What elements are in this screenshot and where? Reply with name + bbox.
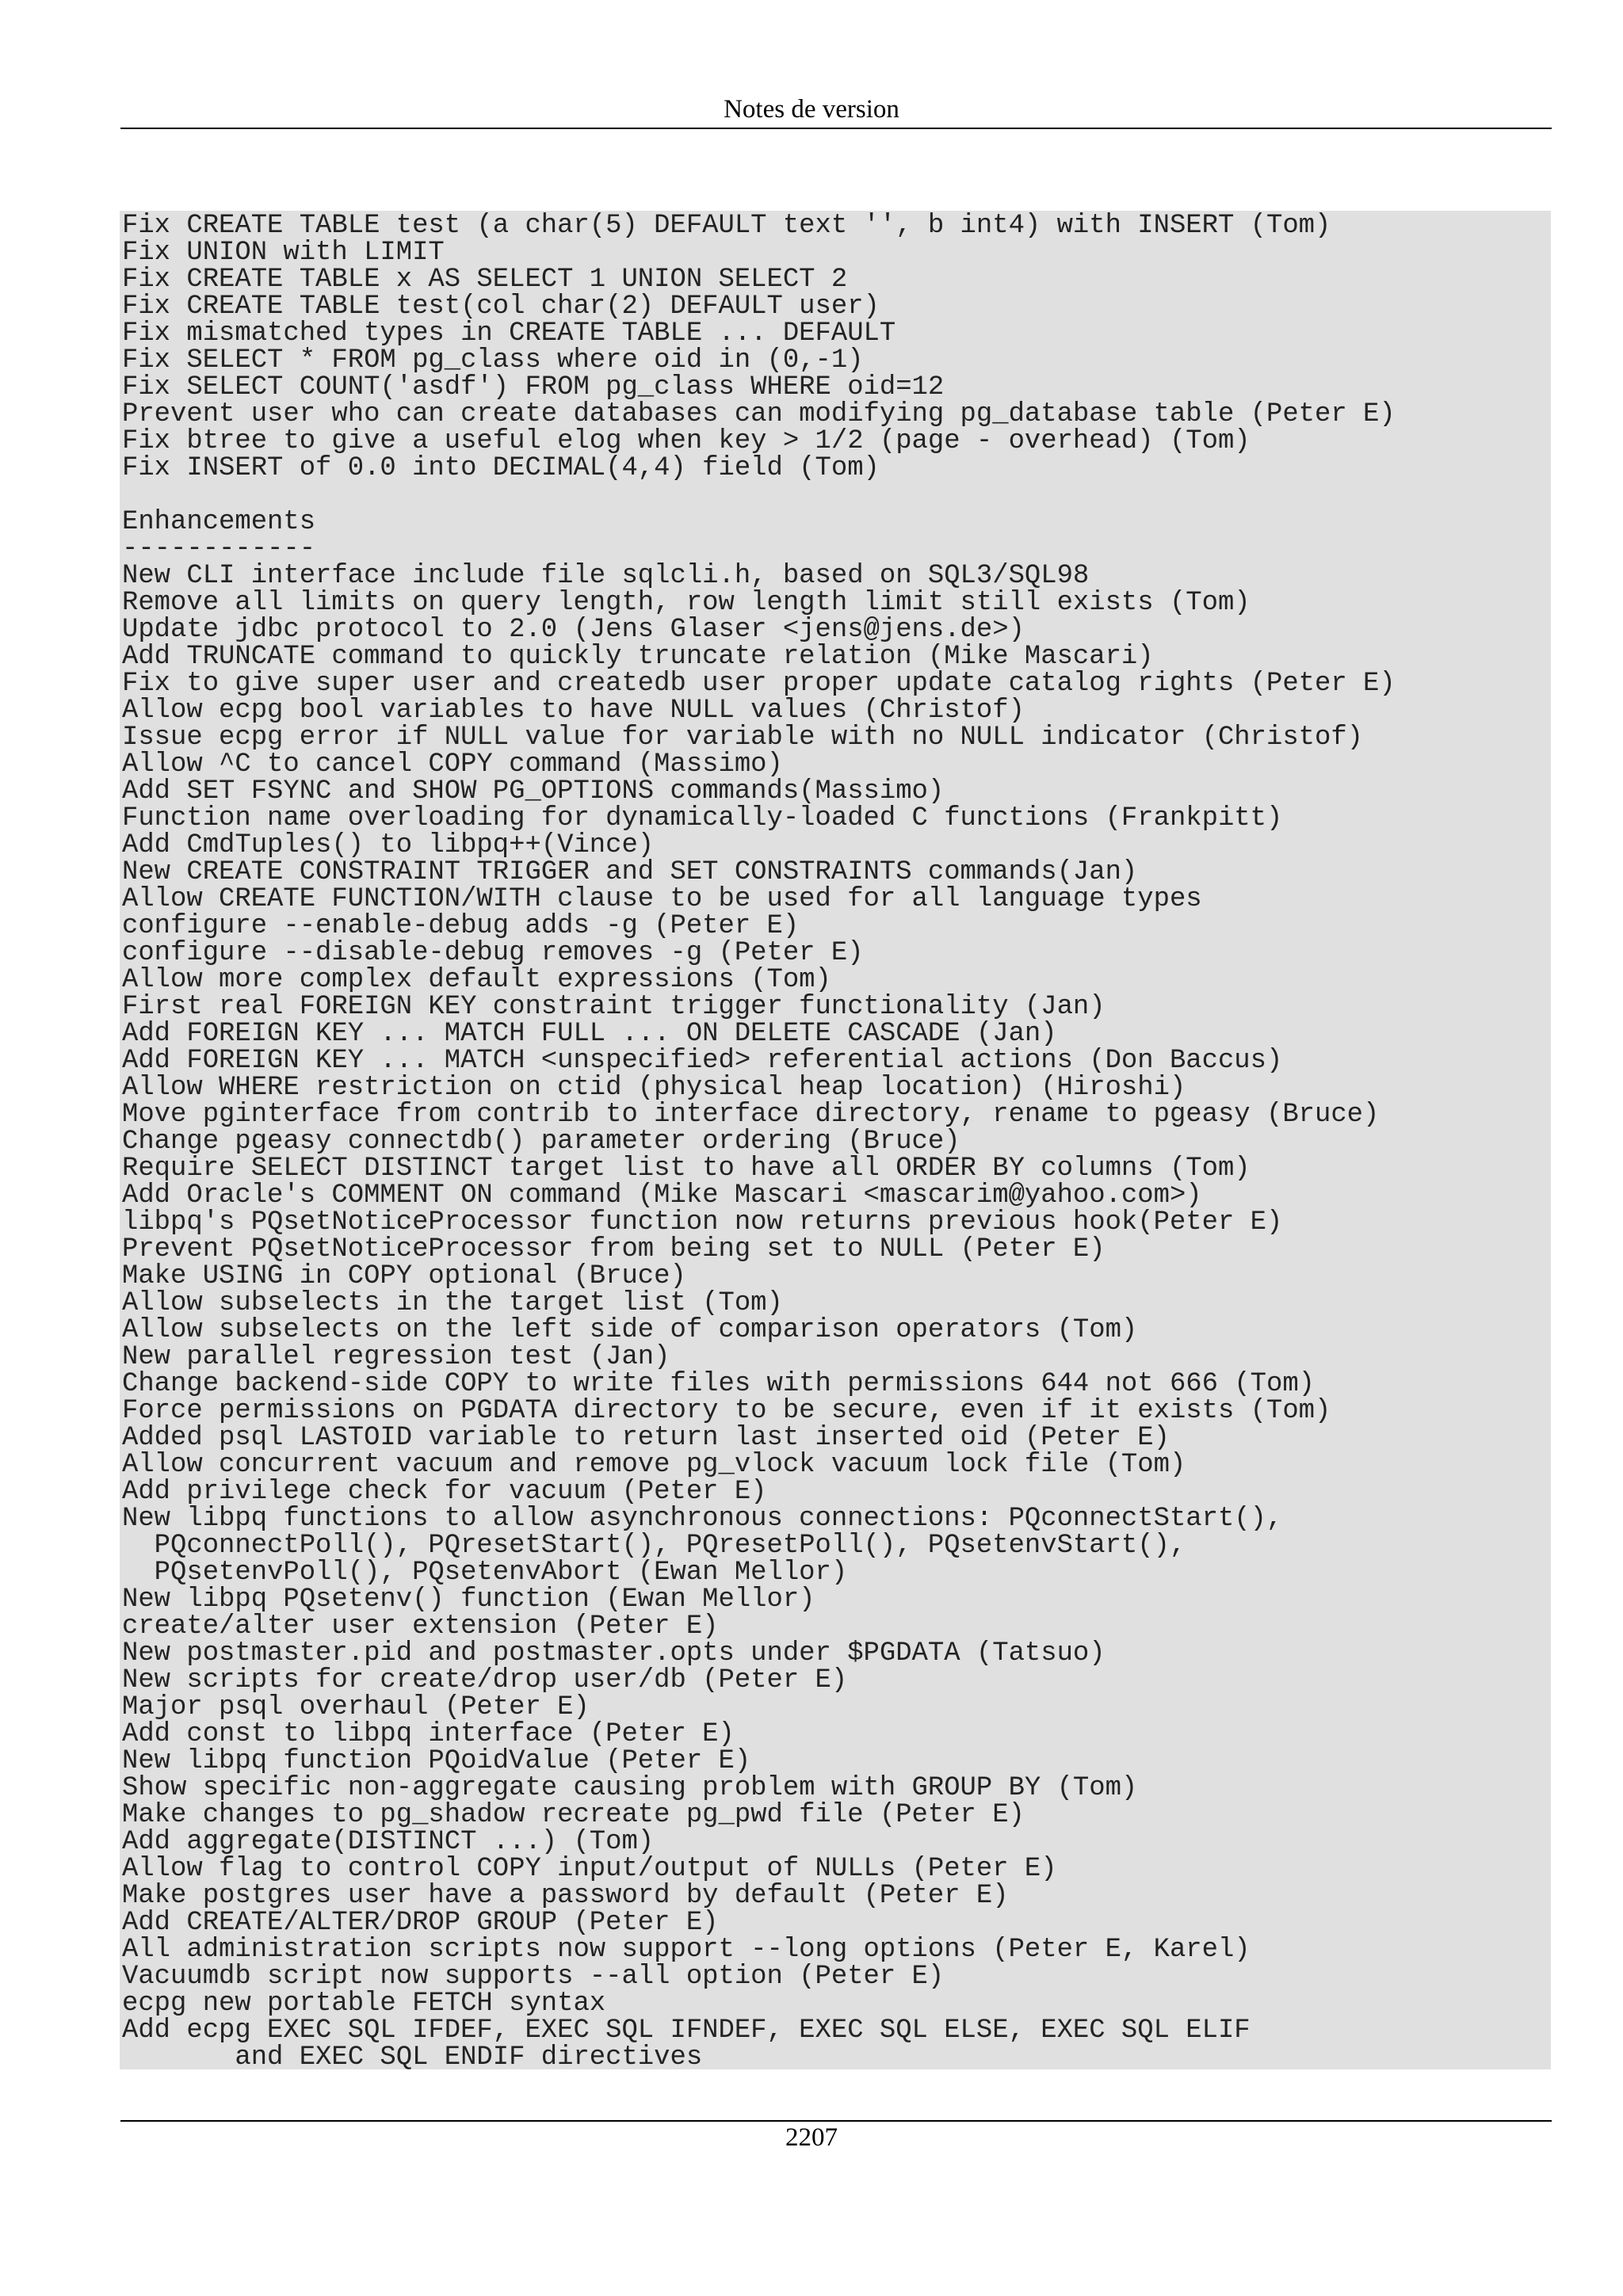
code-line: ------------ <box>122 534 316 564</box>
code-line: Function name overloading for dynamically-loaded C functions (Frankpitt) <box>122 803 1283 833</box>
code-line: Fix mismatched types in CREATE TABLE ... DEFAULT <box>122 318 896 349</box>
code-line: New postmaster.pid and postmaster.opts under $PGDATA (Tatsuo) <box>122 1638 1106 1669</box>
code-line: Fix SELECT COUNT('asdf') FROM pg_class WHERE oid=12 <box>122 372 945 402</box>
code-line: Add FOREIGN KEY ... MATCH FULL ... ON DELETE CASCADE (Jan) <box>122 1019 1057 1049</box>
code-line: Allow flag to control COPY input/output of NULLs (Peter E) <box>122 1854 1057 1884</box>
code-line: Add SET FSYNC and SHOW PG_OPTIONS commands(Massimo) <box>122 776 945 807</box>
code-line: Prevent PQsetNoticeProcessor from being set to NULL (Peter E) <box>122 1234 1106 1264</box>
code-line: New parallel regression test (Jan) <box>122 1342 670 1372</box>
code-line: Allow subselects in the target list (Tom) <box>122 1288 783 1318</box>
code-line: Allow CREATE FUNCTION/WITH clause to be used for all language types <box>122 884 1202 914</box>
page-header-title: Notes de version <box>724 95 899 124</box>
code-line: Fix SELECT * FROM pg_class where oid in (0,-1) <box>122 345 864 376</box>
code-line: Fix CREATE TABLE test(col char(2) DEFAULT user) <box>122 292 880 322</box>
code-line: PQconnectPoll(), PQresetStart(), PQresetPoll(), PQsetenvStart(), <box>122 1531 1186 1561</box>
code-line: Add TRUNCATE command to quickly truncate relation (Mike Mascari) <box>122 642 1154 672</box>
code-line: configure --enable-debug adds -g (Peter E) <box>122 911 800 941</box>
code-line: Add const to libpq interface (Peter E) <box>122 1719 735 1749</box>
code-line: Update jdbc protocol to 2.0 (Jens Glaser <jens@jens.de>) <box>122 615 1025 645</box>
code-line: PQsetenvPoll(), PQsetenvAbort (Ewan Mellor) <box>122 1558 848 1588</box>
code-line: configure --disable-debug removes -g (Peter E) <box>122 938 864 968</box>
code-line: Issue ecpg error if NULL value for variable with no NULL indicator (Christof) <box>122 723 1364 753</box>
code-line: create/alter user extension (Peter E) <box>122 1611 719 1642</box>
code-line: New CLI interface include file sqlcli.h, based on SQL3/SQL98 <box>122 561 1090 591</box>
code-line: Fix UNION with LIMIT <box>122 238 445 268</box>
code-line: Force permissions on PGDATA directory to be secure, even if it exists (Tom) <box>122 1396 1331 1426</box>
code-line: All administration scripts now support --long options (Peter E, Karel) <box>122 1935 1251 1965</box>
code-line: Add Oracle's COMMENT ON command (Mike Mascari <mascarim@yahoo.com>) <box>122 1180 1202 1211</box>
code-line: Allow subselects on the left side of comparison operators (Tom) <box>122 1315 1138 1345</box>
code-line: Fix to give super user and createdb user proper update catalog rights (Peter E) <box>122 669 1396 699</box>
code-line: Allow more complex default expressions (Tom) <box>122 965 831 995</box>
code-line: Allow concurrent vacuum and remove pg_vlock vacuum lock file (Tom) <box>122 1450 1186 1480</box>
code-line: Vacuumdb script now supports --all option (Peter E) <box>122 1962 945 1992</box>
code-line: Fix CREATE TABLE x AS SELECT 1 UNION SELECT 2 <box>122 265 848 295</box>
code-line: Add ecpg EXEC SQL IFDEF, EXEC SQL IFNDEF, EXEC SQL ELSE, EXEC SQL ELIF <box>122 2016 1251 2046</box>
code-line: Remove all limits on query length, row length limit still exists (Tom) <box>122 588 1251 618</box>
code-line: Fix btree to give a useful elog when key > 1/2 (page - overhead) (Tom) <box>122 426 1251 456</box>
code-line: Move pginterface from contrib to interface directory, rename to pgeasy (Bruce) <box>122 1100 1380 1130</box>
code-line: Allow ecpg bool variables to have NULL values (Christof) <box>122 696 1025 726</box>
code-line: New libpq function PQoidValue (Peter E) <box>122 1746 751 1776</box>
code-line: Require SELECT DISTINCT target list to have all ORDER BY columns (Tom) <box>122 1154 1251 1184</box>
code-line: and EXEC SQL ENDIF directives <box>122 2042 703 2069</box>
code-line: Add aggregate(DISTINCT ...) (Tom) <box>122 1827 655 1857</box>
code-line: Change backend-side COPY to write files with permissions 644 not 666 (Tom) <box>122 1369 1315 1399</box>
code-line: Major psql overhaul (Peter E) <box>122 1692 590 1722</box>
code-line: New CREATE CONSTRAINT TRIGGER and SET CONSTRAINTS commands(Jan) <box>122 857 1138 887</box>
code-line: Make USING in COPY optional (Bruce) <box>122 1261 686 1291</box>
code-line: Make changes to pg_shadow recreate pg_pwd file (Peter E) <box>122 1800 1025 1830</box>
code-line: Add privilege check for vacuum (Peter E) <box>122 1477 767 1507</box>
code-line: Allow ^C to cancel COPY command (Massimo) <box>122 749 783 780</box>
release-notes-code-block <box>120 211 1551 2069</box>
code-line: Added psql LASTOID variable to return last inserted oid (Peter E) <box>122 1423 1170 1453</box>
code-line: Change pgeasy connectdb() parameter ordering (Bruce) <box>122 1127 960 1157</box>
code-line: New libpq PQsetenv() function (Ewan Mellor) <box>122 1585 815 1615</box>
code-line: Allow WHERE restriction on ctid (physical heap location) (Hiroshi) <box>122 1073 1186 1103</box>
code-line: Show specific non-aggregate causing problem with GROUP BY (Tom) <box>122 1773 1138 1803</box>
code-line: Make postgres user have a password by default (Peter E) <box>122 1881 1009 1911</box>
code-line: Add CmdTuples() to libpq++(Vince) <box>122 830 655 860</box>
page-number: 2207 <box>785 2123 838 2152</box>
code-line: libpq's PQsetNoticeProcessor function now returns previous hook(Peter E) <box>122 1207 1283 1238</box>
code-line: ecpg new portable FETCH syntax <box>122 1989 606 2019</box>
code-line: New scripts for create/drop user/db (Peter E) <box>122 1665 848 1695</box>
code-line <box>120 482 1551 509</box>
code-line: Fix INSERT of 0.0 into DECIMAL(4,4) field (Tom) <box>122 453 880 483</box>
code-line: Prevent user who can create databases can modifying pg_database table (Peter E) <box>122 399 1396 429</box>
code-line: Fix CREATE TABLE test (a char(5) DEFAULT text '', b int4) with INSERT (Tom) <box>122 211 1331 241</box>
code-line: Enhancements <box>122 507 316 537</box>
code-line: New libpq functions to allow asynchronous connections: PQconnectStart(), <box>122 1504 1283 1534</box>
code-line: Add CREATE/ALTER/DROP GROUP (Peter E) <box>122 1908 719 1938</box>
code-line: First real FOREIGN KEY constraint trigger functionality (Jan) <box>122 992 1106 1022</box>
header-divider <box>120 128 1552 129</box>
code-line: Add FOREIGN KEY ... MATCH <unspecified> referential actions (Don Baccus) <box>122 1046 1283 1076</box>
